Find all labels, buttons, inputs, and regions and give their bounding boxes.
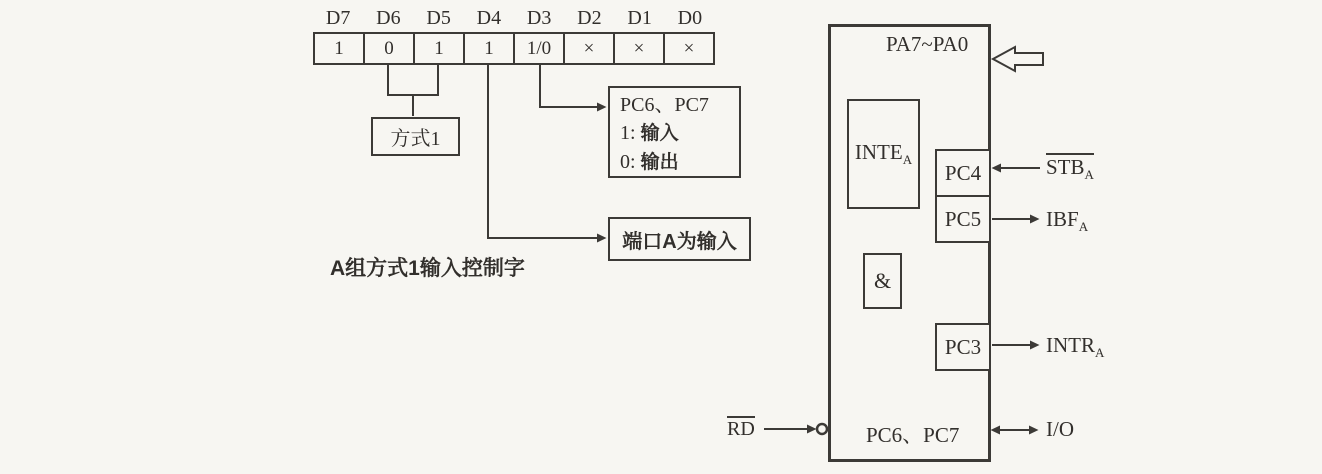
chip-outline-block bbox=[828, 24, 991, 462]
inte-a-subscript: A bbox=[902, 152, 913, 167]
control-word-register bbox=[313, 32, 715, 65]
ibf-base: IBF bbox=[1046, 207, 1079, 231]
bit-label-d3: D3 bbox=[526, 7, 552, 29]
pc4-box: PC4 bbox=[935, 149, 991, 197]
pc67-direction-annotation-box bbox=[608, 86, 741, 178]
bit-label-d5: D5 bbox=[426, 7, 451, 29]
porta-annotation-label: 端口A为输入 bbox=[622, 230, 737, 253]
register-cell-d3: 1/0 bbox=[515, 34, 565, 63]
bit-label-d7: D7 bbox=[325, 7, 351, 29]
pc67-annotation-option1 bbox=[620, 119, 739, 148]
inte-a-box bbox=[847, 99, 920, 209]
arrow-d3-to-pc67-box bbox=[540, 64, 598, 107]
and-gate-box: & bbox=[863, 253, 902, 309]
mode1-annotation-box: 方式1 bbox=[371, 117, 460, 156]
inte-a-label bbox=[855, 140, 912, 168]
pc67-option2-label: 输出 bbox=[640, 152, 679, 173]
bit-label-d0: D0 bbox=[677, 7, 703, 29]
intr-base: INTR bbox=[1046, 333, 1095, 357]
arrow-d4-to-porta-box bbox=[488, 64, 598, 238]
ibf-a-signal-label bbox=[1046, 207, 1088, 235]
bit-label-d4: D4 bbox=[476, 7, 502, 29]
bit-position-labels bbox=[313, 7, 715, 30]
figure-caption: A组方式1输入控制字 bbox=[330, 257, 525, 280]
register-cell-d6: 0 bbox=[365, 34, 415, 63]
wire-d6d5-bracket bbox=[388, 64, 438, 95]
pc67-annotation-option2 bbox=[620, 148, 739, 177]
pa-bus-arrow bbox=[993, 47, 1043, 71]
pc5-box: PC5 bbox=[935, 195, 991, 243]
pc67-option1-label: 输入 bbox=[640, 123, 679, 144]
rd-base: RD bbox=[727, 418, 755, 440]
intr-a-signal-label bbox=[1046, 333, 1104, 361]
bit-label-d1: D1 bbox=[627, 7, 652, 29]
register-cell-d0: × bbox=[683, 37, 695, 59]
intr-subscript: A bbox=[1095, 345, 1105, 360]
porta-input-annotation-box bbox=[608, 217, 751, 261]
rd-signal-label bbox=[727, 416, 755, 441]
pa-bus-label: PA7~PA0 bbox=[886, 32, 969, 56]
rd-inverter-circle bbox=[817, 424, 827, 434]
pc67-option1-prefix: 1: bbox=[620, 122, 636, 144]
stb-base: STB bbox=[1046, 155, 1085, 179]
stb-overline bbox=[1046, 153, 1094, 182]
stb-a-signal-label bbox=[1046, 153, 1094, 182]
io-signal-label: I/O bbox=[1046, 417, 1074, 441]
inte-a-base: INTE bbox=[854, 140, 903, 164]
pc67-pins-label: PC6、PC7 bbox=[866, 423, 960, 447]
pc67-option2-prefix: 0: bbox=[620, 151, 636, 173]
register-cell-d4: 1 bbox=[465, 34, 515, 63]
stb-subscript: A bbox=[1084, 167, 1094, 182]
ibf-subscript: A bbox=[1078, 219, 1089, 234]
bit-label-d2: D2 bbox=[577, 7, 602, 29]
pc3-box: PC3 bbox=[935, 323, 991, 371]
rd-overline bbox=[727, 416, 755, 440]
register-cell-d1: × bbox=[615, 34, 665, 63]
bit-label-d6: D6 bbox=[376, 7, 401, 29]
register-cell-d5: 1 bbox=[415, 34, 465, 63]
register-cell-d2: × bbox=[565, 34, 615, 63]
pc67-annotation-title: PC6、PC7 bbox=[620, 94, 709, 116]
register-cell-d7: 1 bbox=[315, 34, 365, 63]
